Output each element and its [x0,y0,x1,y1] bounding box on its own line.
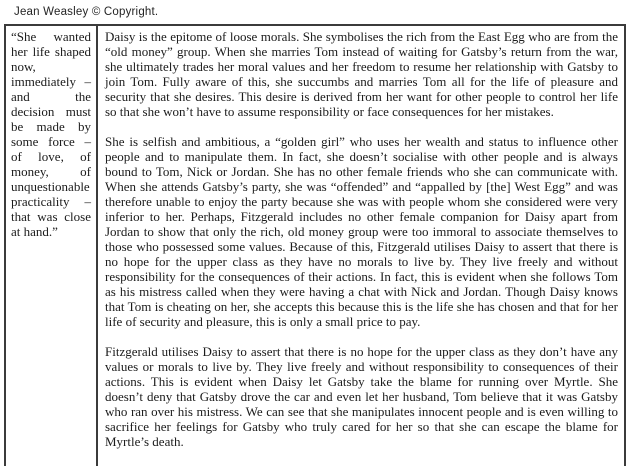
essay-paragraph-2: She is selfish and ambitious, a “golden girl” who uses her wealth and status to influence other people and to manipulate them. In fact, she doesn’t socialise with other people and is always bound to Tom, Nick or Jordan. She has no other female friends who she can communicate with. When she attends Gatsby’s party, she was “offended” and “appalled by [the] West Egg” and was therefore unable to enjoy the party because she was with people whom she considered were very inferior to her. Perhaps, Fitzgerald includes no other female companion for Daisy apart from Jordan to show that only the rich, old money group were too immoral to associate themselves to those who possessed some values. Because of this, Fitzgerald utilises Daisy to assert that there is no hope for the upper class as they have no morals to live by. They live freely and without responsibility for the consequences of their actions. In fact, this is evident when she follows Tom as his mistress called when they were having a chat with Nick and Jordan. Though Daisy knows that Tom is cheating on her, she accepts this because this is the life she has chosen and that for her life of security and pleasure, this is only a small price to pay. [105,134,618,329]
quote-cell: “She wanted her life shaped now, immediately – and the decision must be made by some force – of love, of money, of unquestionable practicality – that was close at hand.” [6,26,98,466]
essay-paragraph-1: Daisy is the epitome of loose morals. She symbolises the rich from the East Egg who are from the “old money” group. When she marries Tom instead of waiting for Gatsby’s return from the war, she ultimately trades her moral values and her freedom to resume her relationship with Gatsby to join Tom. Fully aware of this, she succumbs and marries Tom all for the life of pleasure and security that she desires. This desire is derived from her want for other people to control her life so that she won’t have to assume responsibility or face consequences for her mistakes. [105,29,618,119]
essay-paragraph-3: Fitzgerald utilises Daisy to assert that there is no hope for the upper class as they don’t have any values or morals to live by. They live freely and without responsibility to consequences of their actions. This is evident when Daisy let Gatsby take the blame for running over Myrtle. She doesn’t deny that Gatsby drove the car and even let her husband, Tom believe that it was Gatsby who ran over his mistress. We can see that she manipulates innocent people and is even willing to sacrifice her feelings for Gatsby who truly cared for her so that she can escape the blame for Myrtle’s death. [105,344,618,449]
essay-table [4,24,626,466]
copyright-header: Jean Weasley © Copyright. [14,6,159,18]
essay-cell [98,26,624,466]
